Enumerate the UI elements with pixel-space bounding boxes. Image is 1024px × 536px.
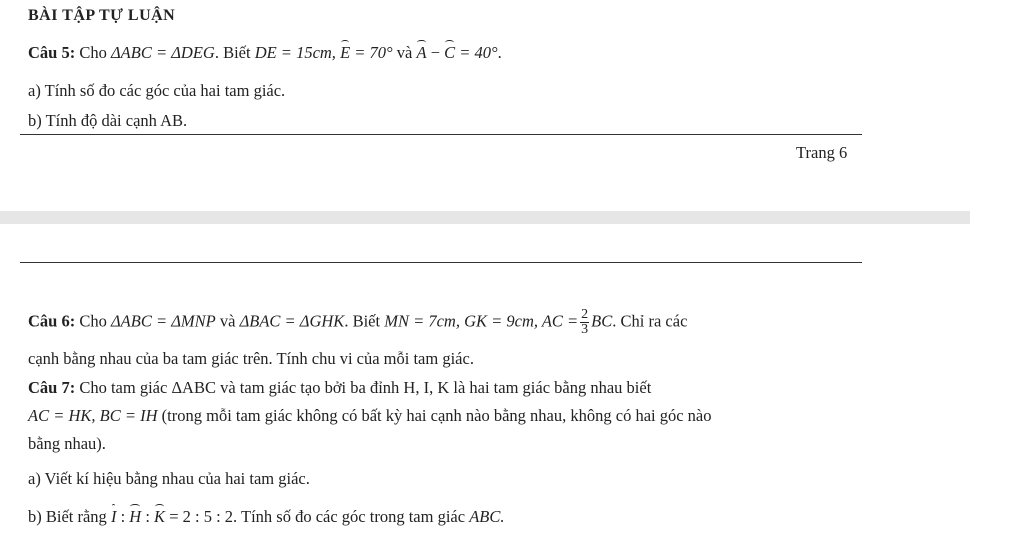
q6-congruence-2: ΔBAC = ΔGHK bbox=[239, 311, 345, 331]
question-6: Câu 6: Cho ΔABC = ΔMNP và ΔBAC = ΔGHK. Biết MN = 7cm, GK = 9cm, AC = $\frac{2}{3}$ BC. Chỉ ra các bbox=[28, 307, 688, 337]
q5-congruence: ΔABC = ΔDEG bbox=[110, 43, 215, 62]
question-5-label: Câu 5: bbox=[28, 43, 76, 62]
page-6-bottom-section bbox=[0, 0, 970, 211]
question-5-part-a: a) Tính số đo các góc của hai tam giác. bbox=[28, 81, 286, 100]
footer-rule bbox=[20, 134, 862, 135]
angle-h: H bbox=[129, 507, 142, 526]
question-7-label: Câu 7: bbox=[28, 378, 76, 397]
question-7-part-b: b) Biết rằng I : H : K = 2 : 5 : 2. Tính số đo các góc trong tam giác ABC. bbox=[28, 507, 505, 526]
angle-i: I bbox=[110, 507, 117, 526]
question-7-line-2: AC = HK, BC = IH (trong mỗi tam giác không có bất kỳ hai cạnh nào bằng nhau, không có hai góc nào bbox=[28, 406, 712, 425]
angle-c: C bbox=[444, 43, 456, 62]
section-heading: BÀI TẬP TỰ LUẬN bbox=[28, 7, 176, 24]
question-5-part-b: b) Tính độ dài cạnh AB. bbox=[28, 111, 188, 130]
question-7: Câu 7: Cho tam giác ΔABC và tam giác tạo bởi ba đỉnh H, I, K là hai tam giác bằng nhau biết bbox=[28, 378, 652, 397]
angle-a: A bbox=[416, 43, 427, 62]
page-number: Trang 6 bbox=[796, 143, 848, 162]
header-rule bbox=[20, 262, 862, 263]
q6-congruence-1: ΔABC = ΔMNP bbox=[110, 311, 216, 331]
angle-k: K bbox=[154, 507, 166, 526]
question-6-line-2: cạnh bằng nhau của ba tam giác trên. Tính chu vi của mỗi tam giác. bbox=[28, 349, 474, 368]
angle-e: E bbox=[340, 43, 351, 62]
question-7-part-a: a) Viết kí hiệu bằng nhau của hai tam giác. bbox=[28, 469, 310, 488]
question-6-label: Câu 6: bbox=[28, 311, 76, 331]
question-5: Câu 5: Cho ΔABC = ΔDEG. Biết DE = 15cm, E = 70° và A − C = 40°. bbox=[28, 43, 502, 62]
right-gutter bbox=[970, 0, 1024, 536]
page-gap bbox=[0, 211, 970, 224]
question-7-line-3: bằng nhau). bbox=[28, 434, 106, 453]
fraction-two-thirds: $\frac{2}{3}$ bbox=[581, 307, 589, 337]
